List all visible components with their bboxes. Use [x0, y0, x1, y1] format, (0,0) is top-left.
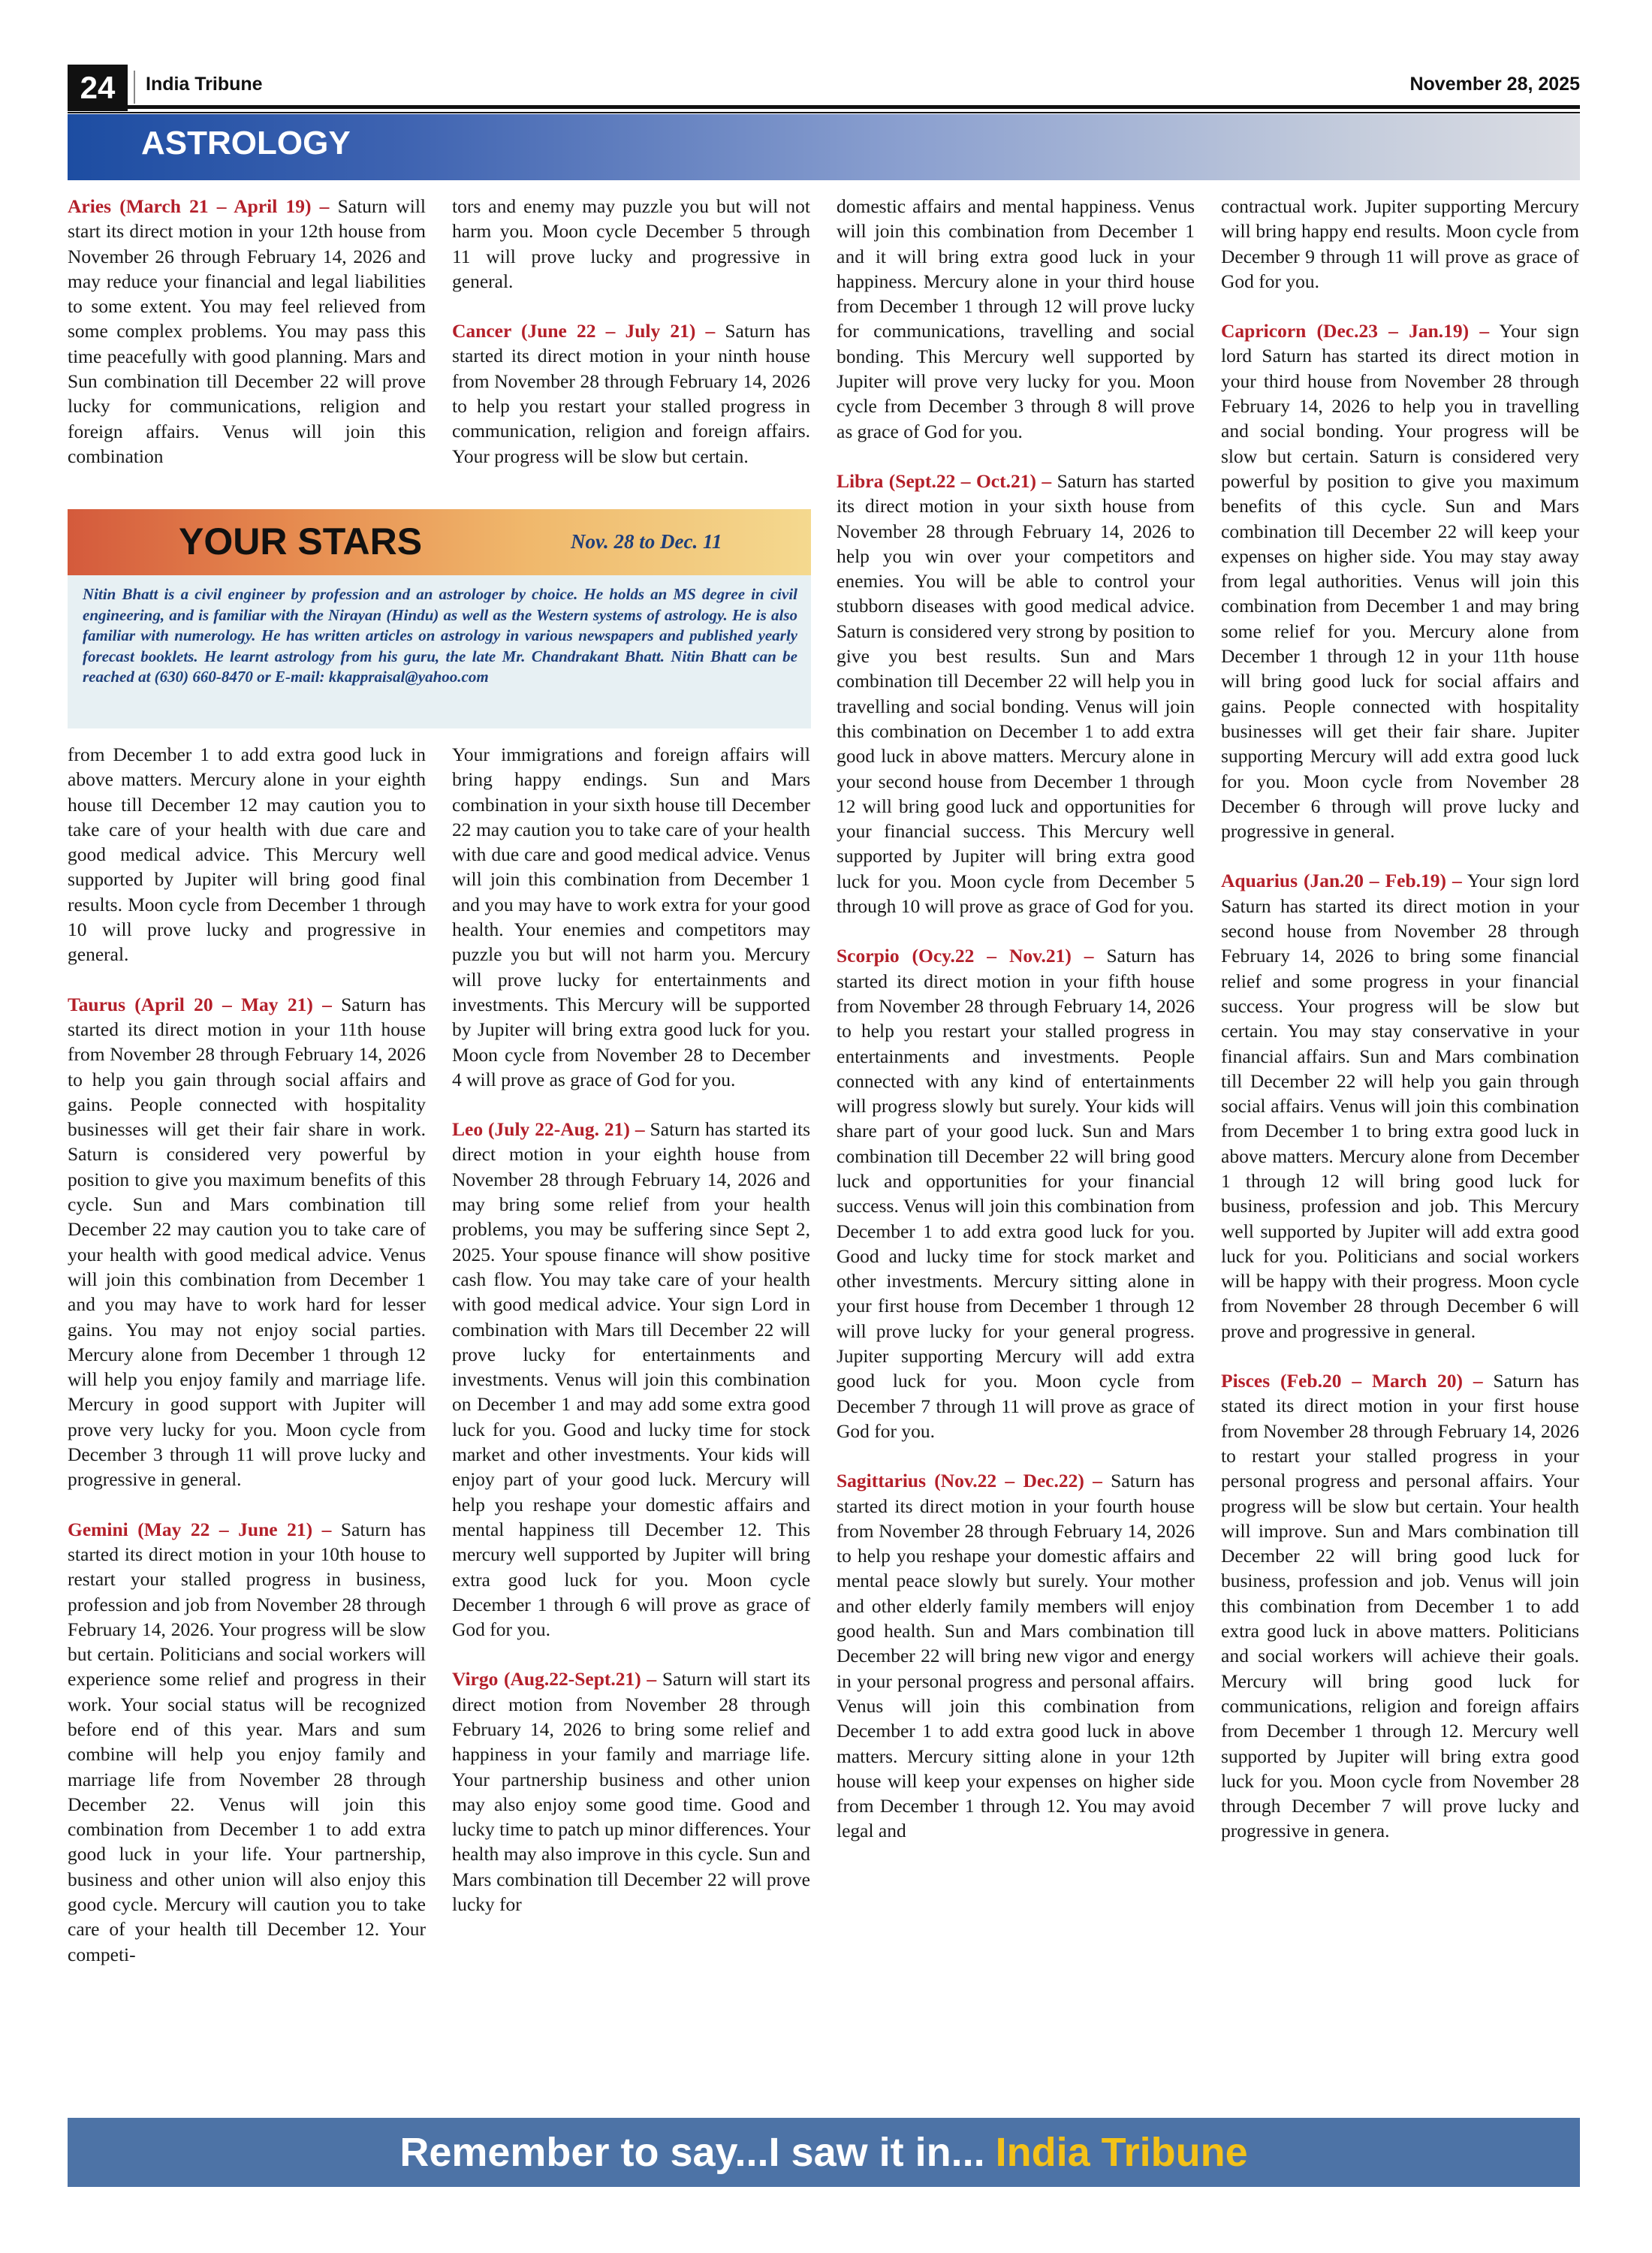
- horoscope-text: Saturn has started its direct motion in your fourth house from November 28 through February 14, 2026 to help you reshape your domestic affairs and mental peace slowly but surely. Your mother and other elderly family members will enjoy good health. Sun and Mars combination till December 22 will bring new vigor and energy in your personal progress and personal affairs. Venus will join this combination from December 1 to add extra good luck in above matters. Mercury sitting alone in your 12th house will keep your expenses on higher side from December 1 through 12. You may avoid legal and: [837, 1470, 1195, 1842]
- horoscope-text: tors and enemy may puzzle you but will not harm you. Moon cycle December 5 through 11 will prove lucky and progressive in general.: [452, 195, 810, 292]
- your-stars-title: YOUR STARS: [179, 520, 423, 562]
- horoscope-text: Your sign lord Saturn has started its direct motion in your third house from November 28 through February 14, 2026 to help you in travelling and social bonding. Your progress will be slow but certain. Saturn is considered very powerful by position to give you maximum benefits of this cycle. Sun and Mars combination till December 22 will keep your expenses on higher side. You may stay away from legal authorities. Venus will join this combination from December 1 and may bring some relief for you. Mercury alone from December 1 through 12 in your 11th house will bring good luck for social affairs and gains. People connected with hospitality businesses will get their fair share. Jupiter supporting Mercury will add extra good luck for you. Moon cycle from November 28 December 6 through will prove lucky and progressive in general.: [1221, 320, 1579, 843]
- header-divider: [134, 71, 135, 104]
- horoscope-entry: [68, 194, 426, 469]
- footer-lead: Remember to say...I saw it in...: [399, 2130, 985, 2175]
- column-2-top: [452, 194, 810, 469]
- horoscope-text: Saturn will start its direct motion in your 12th house from November 26 through February 14, 2026 and may reduce your financial and legal liabilities to some extent. You may feel relieved from some complex problems. You may pass this time peacefully with good planning. Mars and Sun combination till December 22 will prove lucky for communications, religion and foreign affairs. Venus will join this combination: [68, 195, 426, 467]
- horoscope-text: from December 1 to add extra good luck in above matters. Mercury alone in your eighth house till December 12 may caution you to take care of your health with due care and good medical advice. This Mercury well supported by Jupiter will bring good final results. Moon cycle from December 1 through 10 will prove lucky and progressive in general.: [68, 743, 426, 966]
- horoscope-text: domestic affairs and mental happiness. Venus will join this combination from December 1 and it will bring extra good luck in your happiness. Mercury alone in your third house from December 1 through 12 will prove lucky for communications, travelling and social bonding. This Mercury well supported by Jupiter will prove very lucky for you. Moon cycle from December 3 through 8 will prove as grace of God for you.: [837, 195, 1195, 442]
- zodiac-sign-heading: Aries (March 21 – April 19) –: [68, 195, 330, 217]
- page-number: 24: [68, 65, 128, 111]
- column-3: [837, 194, 1195, 1844]
- issue-date: November 28, 2025: [1409, 74, 1580, 95]
- horoscope-continuation: [452, 194, 810, 294]
- horoscope-continuation: [452, 742, 810, 1092]
- horoscope-text: Your immigrations and foreign affairs will bring happy endings. Sun and Mars combination in your sixth house till December 22 may caution you to take care of your health with due care and good medical advice. Venus will join this combination from December 1 and you may have to work extra for your good health. Your enemies and competitors may puzzle you but will not harm you. Mercury will prove lucky for entertainments and investments. This Mercury will be supported by Jupiter will bring extra good luck for you. Moon cycle from November 28 to December 4 will prove as grace of God for you.: [452, 743, 810, 1090]
- column-1-bottom: [68, 742, 426, 1967]
- horoscope-entry: [837, 469, 1195, 918]
- horoscope-text: Saturn has started its direct motion in your eighth house from November 28 through February 14, 2026 and may bring some relief from your health problems, you may be suffering since Sept 2, 2025. Your spouse finance will show positive cash flow. You may take care of your health with good medical advice. Your sign Lord in combination with Mars till December 22 will prove lucky for entertainments and investments. Venus will join this combination on December 1 and may add some extra good luck for you. Good and lucky time for stock market and other investments. Your kids will enjoy part of your good luck. Mercury will help you reshape your domestic affairs and mental happiness till December 12. This mercury well supported by Jupiter will bring extra good luck for you. Moon cycle December 1 through 6 will prove as grace of God for you.: [452, 1118, 810, 1641]
- author-bio: Nitin Bhatt is a civil engineer by profession and an astrologer by choice. He holds an MS degree in civil engineering, and is familiar with the Nirayan (Hindu) as well as the Western systems of astrology. He is also familiar with numerology. He has written articles on astrology in various newspapers and published yearly forecast booklets. He learnt astrology from his guru, the late Mr. Chandrakant Bhatt. Nitin Bhatt can be reached at (630) 660-8470 or E-mail: kkappraisal@yahoo.com: [68, 575, 811, 728]
- header-rule-thick: [68, 105, 1580, 109]
- horoscope-text: Saturn has started its direct motion in your sixth house from November 28 through February 14, 2026 to help you win over your competitors and enemies. You will be able to control your stubborn diseases with good medical advice. Saturn is considered very strong by position to give you best results. Sun and Mars combination till December 22 will help you in travelling and social bonding. Venus will join this combination on December 1 to add extra good luck in above matters. Mercury alone in your second house from December 1 through 12 will bring good luck and opportunities for your financial success. This Mercury well supported by Jupiter will bring extra good luck for you. Moon cycle from December 5 through 10 will prove as grace of God for you.: [837, 469, 1195, 918]
- zodiac-sign-heading: Leo (July 22-Aug. 21) –: [452, 1118, 645, 1141]
- zodiac-sign-heading: Scorpio (Ocy.22 – Nov.21) –: [837, 945, 1094, 967]
- column-1-top: [68, 194, 426, 469]
- horoscope-entry: [1221, 318, 1579, 843]
- zodiac-sign-heading: Pisces (Feb.20 – March 20) –: [1221, 1370, 1483, 1392]
- your-stars-dates: Nov. 28 to Dec. 11: [571, 530, 722, 553]
- section-title: ASTROLOGY: [141, 125, 351, 161]
- column-4: [1221, 194, 1579, 1844]
- horoscope-text: Saturn has stated its direct motion in your first house from November 28 through February 14, 2026 to restart your stalled progress in your personal progress and personal affairs. Your progress will be slow but certain. Your health will improve. Sun and Mars combination till December 22 will bring good luck for business, profession and job. Venus will join this combination from December 1 to add extra good luck in above matters. Politicians and social workers will achieve their goals. Mercury will bring good luck for communications, religion and foreign affairs from December 1 through 12. Mercury well supported by Jupiter will bring extra good luck for you. Moon cycle from November 28 through December 7 will prove lucky and progressive in genera.: [1221, 1370, 1579, 1842]
- section-banner: [68, 114, 1580, 180]
- horoscope-text: Saturn has started its direct motion in your ninth house from November 28 through February 14, 2026 to help you restart your stalled progress in communication, religion and foreign affairs. Your progress will be slow but certain.: [452, 320, 810, 467]
- horoscope-text: Saturn has started its direct motion in your 11th house from November 28 through February 14, 2026 to help you gain through social affairs and gains. People connected with hospitality businesses will get their fair share in work. Saturn is considered very powerful by position to give you maximum benefits of this cycle. Sun and Mars combination till December 22 may caution you to take care of your health with good medical advice. Venus will join this combination from December 1 and you may have to work hard for lesser gains. You may not enjoy social parties. Mercury alone from December 1 through 12 will help you enjoy family and marriage life. Mercury in good support with Jupiter will prove very lucky for you. Moon cycle from December 3 through 11 will prove lucky and progressive in general.: [68, 993, 426, 1491]
- zodiac-sign-heading: Taurus (April 20 – May 21) –: [68, 993, 332, 1015]
- horoscope-continuation: [68, 742, 426, 967]
- horoscope-entry: [452, 1117, 810, 1642]
- zodiac-sign-heading: Sagittarius (Nov.22 – Dec.22) –: [837, 1470, 1102, 1492]
- horoscope-entry: [452, 318, 810, 469]
- horoscope-entry: [68, 992, 426, 1492]
- horoscope-text: contractual work. Jupiter supporting Mercury will bring happy end results. Moon cycle from December 9 through 11 will prove as grace of God for you.: [1221, 195, 1579, 292]
- horoscope-text: Saturn has started its direct motion in your 10th house to restart your stalled progress in business, profession and job from November 28 through February 14, 2026. Your progress will be slow but certain. Politicians and social workers will experience some relief and progress in their work. Your social status will be recognized before end of this year. Mars and sum combine will help you enjoy family and marriage life from November 28 through December 22. Venus will join this combination from December 1 to add extra good luck in your life. Your partnership, business and other union will also enjoy this good cycle. Mercury will caution you to take care of your health till December 12. Your competi-: [68, 1518, 426, 1965]
- horoscope-entry: [1221, 1368, 1579, 1844]
- column-2-bottom: [452, 742, 810, 1917]
- horoscope-entry: [452, 1666, 810, 1917]
- header-rule-thin: [68, 112, 1580, 113]
- your-stars-banner: [68, 509, 811, 575]
- horoscope-entry: [837, 943, 1195, 1443]
- zodiac-sign-heading: Cancer (June 22 – July 21) –: [452, 320, 716, 342]
- zodiac-sign-heading: Capricorn (Dec.23 – Jan.19) –: [1221, 320, 1490, 342]
- horoscope-continuation: [837, 194, 1195, 444]
- horoscope-entry: [68, 1517, 426, 1967]
- zodiac-sign-heading: Gemini (May 22 – June 21) –: [68, 1518, 332, 1540]
- footer-banner: [68, 2118, 1580, 2187]
- horoscope-continuation: [1221, 194, 1579, 294]
- publication-name: India Tribune: [146, 74, 263, 95]
- zodiac-sign-heading: Virgo (Aug.22-Sept.21) –: [452, 1668, 657, 1691]
- horoscope-text: Saturn will start its direct motion from November 28 through February 14, 2026 to bring some relief and happiness in your family and marriage life. Your partnership business and other union may also enjoy some good time. Good and lucky time to patch up minor differences. Your health may also improve in this cycle. Sun and Mars combination till December 22 will prove lucky for: [452, 1668, 810, 1916]
- horoscope-entry: [837, 1468, 1195, 1843]
- horoscope-text: Your sign lord Saturn has started its direct motion in your second house from November 28 through February 14, 2026 to bring some financial relief and some progress in your financial success. Your progress will be slow but certain. You may stay conservative in your financial affairs. Sun and Mars combination till December 22 will help you gain through social affairs. Venus will join this combination from December 1 to bring extra good luck in above matters. Mercury alone from December 1 through 12 will bring good luck for business, profession and job. This Mercury well supported by Jupiter will add extra good luck for you. Politicians and social workers will be happy with their progress. Moon cycle from November 28 through December 6 will prove and progressive in general.: [1221, 870, 1579, 1342]
- horoscope-text: Saturn has started its direct motion in your fifth house from November 28 through February 14, 2026 to help you restart your stalled progress in entertainments and investments. People connected with any kind of entertainments will progress slowly but surely. Your kids will share part of your good luck. Sun and Mars combination till December 22 will bring good luck and opportunities for your financial success. Venus will join this combination from December 1 to add extra good luck for you. Good and lucky time for stock market and other investments. Mercury sitting alone in your first house from December 1 through 12 will prove lucky for your general progress. Jupiter supporting Mercury will add extra good luck for you. Moon cycle from December 7 through 11 will prove as grace of God for you.: [837, 945, 1195, 1442]
- zodiac-sign-heading: Aquarius (Jan.20 – Feb.19) –: [1221, 870, 1462, 892]
- horoscope-entry: [1221, 868, 1579, 1344]
- footer-brand: India Tribune: [995, 2130, 1248, 2175]
- zodiac-sign-heading: Libra (Sept.22 – Oct.21) –: [837, 469, 1052, 492]
